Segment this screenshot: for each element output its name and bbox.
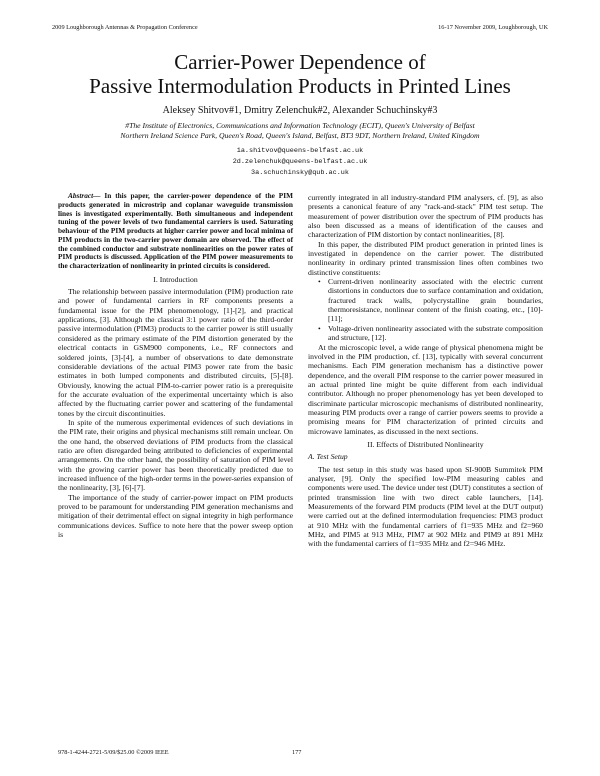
- intro-paragraph-3: The importance of the study of carrier-power impact on PIM products proved to be paramount for understanding PIM generation mechanisms and mitigation of their detrimental effect on signal integrity in high performance communications devices. Suffice to note here that the power sweep option is: [58, 492, 293, 540]
- title-line-1: Carrier-Power Dependence of: [174, 50, 426, 74]
- right-paragraph-2: In this paper, the distributed PIM product generation in printed lines is investigated in dependence on the carrier power. The distributed nonlinearity in ordinary printed transmission lines often combines two distinctive constituents:: [308, 239, 543, 277]
- bullet-item-current-driven: • Current-driven nonlinearity associated with the electric current distortions in conductors due to surface contamination and oxidation, fractured track walls, polycrystalline grain boundaries, thermoresistance, nonlinear content of the finish coating, etc., [10]-[11];: [328, 277, 543, 324]
- intro-paragraph-2: In spite of the numerous experimental evidences of such deviations in the PIM rate, their origins and physical mechanisms still remain unclear. On the one hand, the observed deviations of PIM products from the classical ratio are often disregarded being attributed to deficiencies of experimental arrangements. On the other hand, the possibility of saturation of PIM level with the growing carrier power has been theoretically predicted due to increased influence of the high-order terms in the power-series expansion of the nonlinearity, [3], [6]-[7].: [58, 417, 293, 493]
- title-line-2: Passive Intermodulation Products in Printed Lines: [89, 74, 511, 98]
- affiliation-line-2: Northern Ireland Science Park, Queen's Road, Queen's Island, Belfast, BT3 9DT, Northern Ireland, United Kingdom: [120, 131, 480, 140]
- page-number: 177: [292, 749, 302, 756]
- subsection-heading-test-setup: A. Test Setup: [308, 452, 348, 462]
- abstract-text: In this paper, the carrier-power dependence of the PIM products generated in microstrip and coplanar waveguide transmission lines is investigated experimentally. Both simultaneous and independent tuning of the power levels of two fundamental carriers is used. Saturating behaviour of the PIM products at higher carrier power and local minima of PIM products in the two-carrier power domain are observed. The effect of the combined conductor and substrate nonlinearities on the power rates of PIM products is discussed. Application of the PIM power measurements to the characterization of nonlinearity in printed circuits is considered.: [58, 191, 293, 270]
- email-list: [0, 146, 600, 179]
- affiliation: [0, 121, 600, 141]
- section-heading-effects: II. Effects of Distributed Nonlinearity: [367, 439, 484, 449]
- right-paragraph-4: The test setup in this study was based upon SI-900B Summitek PIM analyser, [9]. Only the specified low-PIM measuring cables and components were used. The device under test (DUT) constitutes a section of printed transmission line with two direct cable launchers, [14]. Measurements of the forward PIM products (PIM level at the DUT output) were carried out at the defined intermodulation frequencies: PIM3 product at 910 MHz with the fundamental carriers of f1=935 MHz and f2=960 MHz, and PIM5 at 913 MHz, PIM7 at 902 MHz and PIM9 at 891 MHz with the fundamental carriers of f1=935 MHz and f2=946 MHz.: [308, 464, 543, 549]
- running-header-right: 16-17 November 2009, Loughborough, UK: [438, 24, 548, 31]
- section-heading-introduction: I. Introduction: [153, 274, 198, 284]
- right-paragraph-1: currently integrated in all industry-standard PIM analysers, cf. [9], as also presents a canonical feature of any "rack-and-stack" PIM test setup. The measurement of power distribution over the spectrum of PIM products has also been discussed as a means of identification of the causes and characterization of PIM distortion by contact nonlinearities, [8].: [308, 193, 543, 240]
- email-2: 2d.zelenchuk@queens-belfast.ac.uk: [232, 158, 368, 166]
- paper-title: [0, 50, 600, 98]
- intro-paragraph-1: The relationship between passive intermodulation (PIM) production rate and power of fundamental carriers in RF components presents a fundamental issue for the PIM phenomenology, [1]-[2], and practical applications, [3]. Although the classical 3:1 power ratio of the third-order passive intermodulation (PIM3) products to the carrier power is still usually considered as the primary estimate of the PIM distortion generated by the electrical contacts in GSM900 components, i.e., RF connectors and soldered joints, [3]-[4], a number of observations to date demonstrate considerable deviations of the actual PIM3 power rate from the basic estimates in both lumped components and distributed circuits, [5]-[8]. Obviously, knowing the actual PIM-to-carrier power ratio is a prerequisite for the accurate evaluation of the experimental uncertainty which is also affected by the fluctuating carrier power and scattering of the fundamental tones by the circuit discontinuities.: [58, 287, 293, 418]
- right-paragraph-3: At the microscopic level, a wide range of physical phenomena might be involved in the PIM production, cf. [13], typically with several concurrent mechanisms. Each PIM generation mechanism has a distinctive power dependence, and the overall PIM response to the carrier power measured in an actual printed line might be quite different from each individual contributor. Although no proper phenomenology has yet been developed to discriminate particular microscopic mechanisms of distributed nonlinearity, measuring PIM products over a range of carrier powers seems to provide a promising means for PIM characterization of printed circuits and microwave laminates, as discussed in the next sections.: [308, 342, 543, 436]
- email-1: 1a.shitvov@queens-belfast.ac.uk: [236, 147, 364, 155]
- footer-copyright: 978-1-4244-2721-5/09/$25.00 ©2009 IEEE: [58, 749, 169, 756]
- bullet-item-voltage-driven: • Voltage-driven nonlinearity associated with the substrate composition and structure, [12].: [328, 324, 543, 343]
- running-header-left: 2009 Loughborough Antennas & Propagation Conference: [52, 24, 198, 31]
- left-column: [58, 192, 293, 539]
- abstract-label: Abstract—: [68, 191, 101, 200]
- right-column: [308, 193, 543, 549]
- affiliation-line-1: #The Institute of Electronics, Communications and Information Technology (ECIT), Queen's University of Belfast: [125, 121, 475, 130]
- email-3: 3a.schuchinsky@qub.ac.uk: [251, 169, 349, 177]
- author-list: Aleksey Shitvov#1, Dmitry Zelenchuk#2, Alexander Schuchinsky#3: [162, 105, 438, 116]
- nonlinearity-bullet-list: [308, 277, 543, 342]
- abstract: [58, 192, 293, 271]
